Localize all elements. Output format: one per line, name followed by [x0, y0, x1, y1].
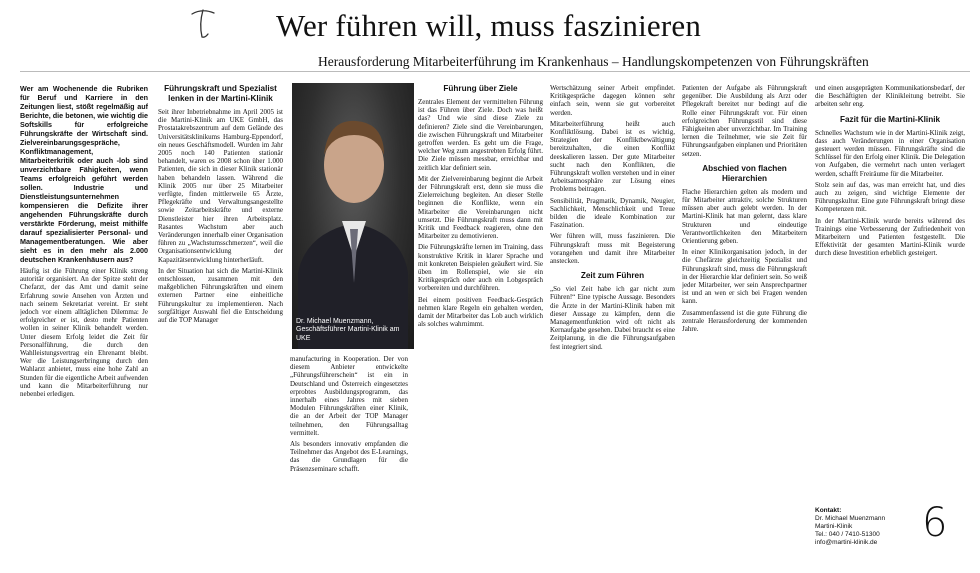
- column-zeit-zum-fuehren: [550, 84, 675, 569]
- paragraph: Schnelles Wachstum wie in der Martini-Klinik zeigt, dass auch Veränderungen in einer Organisation gesteuert werden müssen. Führungskräfte sind die Schlüssel für den Erfolg einer Klinik. Die Delegation von Aufgaben, die vermehrt nach unten verlagert werden, schafft Freiräume für die Mitarbeiter.: [815, 128, 965, 178]
- handwritten-mark-icon: [188, 4, 218, 40]
- paragraph: In der Martini-Klinik wurde bereits während des Trainings eine Verbesserung der Zufriedenheit von Mitarbeitern und Patienten festgestellt. Die Effektivität der gesamten Martini-Klinik wurde durch diese Investition erheblich gesteigert.: [815, 216, 965, 258]
- header-divider: [20, 71, 970, 72]
- column-martini-klinik: [158, 84, 283, 569]
- contact-label: Kontakt:: [815, 507, 842, 514]
- paragraph: Stolz sein auf das, was man erreicht hat, und dies auch zu zeigen, sind wichtige Elemente der Führungskultur. Eine gute Führungskraft bringt diese Kompetenzen mit.: [815, 180, 965, 214]
- column-hierarchien: [682, 84, 807, 569]
- section-heading: Führung über Ziele: [443, 84, 518, 93]
- contact-phone: Tel.: 040 / 7410-51300: [815, 531, 880, 538]
- photo-caption: Dr. Michael Muenzmann, Geschäftsführer Martini-Klinik am UKE: [296, 317, 400, 342]
- paragraph: Häufig ist die Führung einer Klinik streng autoritär organisiert. An der Spitze steht der Chefarzt, der das Amt und damit seine Erfahrung sowie Ansehen von Ärzten und nach seinem Sekretariat vereint. Er steht jedoch vor einem alltäglichen Dilemma: Je erfolgreicher er ist, desto mehr Patienten wollen in seiner Klinik behandelt werden. Unter diesem Erfolg leidet die Zeit für Personalführung, die durch den Wahlleistungsvertrag ein Ehrenamt bleibt. Wer die Leistungserbringung durch den Wahlarzt anbietet, muss eine hohe Zahl an Stunden für die eigentliche Arbeit aufwenden und kann die Mitarbeiterführung nur nebenbei erledigen.: [20, 267, 148, 399]
- portrait-silhouette-icon: [292, 83, 414, 349]
- paragraph: Bei einem positiven Feedback-Gespräch nehmen klare Regeln ein gehalten werden, damit der Mitarbeiter das Lob auch wirklich als solches wahrnimmt.: [418, 295, 543, 329]
- contact-box: [815, 507, 911, 547]
- paragraph: Als besonders innovativ empfanden die Teilnehmer das Angebot des E-Learnings, das die Grundlagen für die Präsenzseminare schafft.: [290, 440, 408, 473]
- page-number: 6: [922, 500, 948, 546]
- column-fazit: [815, 84, 965, 499]
- paragraph: Patienten der Aufgabe als Führungskraft gegenüber. Die Ausbildung als Arzt oder Pflegekraft bereitet nur bedingt auf die Rolle einer Führungskraft vor. Für einen erfolgreichen Führungsstil sind diese Fähigkeiten aber unverzichtbar. Im Training lernen die Teilnehmer, wie sie Zeit für Führungsaufgaben einplanen und Prioritäten setzen.: [682, 84, 807, 158]
- contact-email: info@martini-klinik.de: [815, 539, 878, 546]
- paragraph: In einer Klinikorganisation jedoch, in der die Chefärzte gleichzeitig Spezialist und Führungskraft sind, muss die Führungskraft in der Hierarchie klar definiert sein. So weiß jeder Mitarbeiter, wer sein Ansprechpartner ist und an wen er sich bei Fragen wenden kann.: [682, 248, 807, 306]
- portrait-photo: [292, 83, 414, 349]
- paragraph: manufacturing in Kooperation. Der von diesem Anbieter entwickelte „Führungsführerschein“ ist ein in Deutschland und Österreich eingesetztes erprobtes Ausbildungsprogramm, das innerhalb eines Jahres mit sieben Modulen Führungskräften einer Klinik, die an der Arbeit der TOP Manager teilnehmen, den Führungsalltag vermittelt.: [290, 355, 408, 437]
- paragraph: und einen ausgeprägten Kommunikationsbedarf, der die Beschäftigten der Klinikleitung betreibt. Sie arbeiten sehr eng.: [815, 84, 965, 109]
- section-heading: Fazit für die Martini-Klinik: [839, 114, 941, 124]
- contact-org: Martini-Klinik: [815, 523, 853, 530]
- section-heading: Führungskraft und Spezialist lenken in der Martini-Klinik: [164, 84, 277, 103]
- paragraph: Seit ihrer Inbetriebnahme im April 2005 ist die Martini-Klinik am UKE GmbH, das Prostatakrebszentrum auf dem Gelände des Universitätsklinikums Hamburg-Eppendorf, ein neues Geschäftsmodell. Wurden im Jahr 2005 noch 140 Patienten stationär behandelt, waren es 2008 schon über 1.000 Patienten, die sich in dieser Klinik stationär haben behandeln lassen. Während die Klinik 2005 nur über 25 Mitarbeiter verfügte, finden mittlerweile 65 Ärzte, Pflegekräfte und Verwaltungsangestellte sowie Zeitarbeitskräfte und externe Dienstleister hier ihren Arbeitsplatz. Rasantes Wachstum aber auch Veränderungen innerhalb einer Organisation führen zu „Wachstumsschmerzen“, weil die Organisationsentwicklung der Kapazitätsentwicklung hinterherläuft.: [158, 108, 283, 264]
- paragraph: „So viel Zeit habe ich gar nicht zum Führen!“ Eine typische Aussage. Besonders die Ärzte in der Martini-Klinik haben mit dieser Aussage zu kämpfen, denn die Managementfunktion wird oft nicht als Kernaufgabe gesehen. Dabei braucht es eine Zeitplanung, in die die Führungsaufgaben fest integriert sind.: [550, 285, 675, 351]
- section-heading: Zeit zum Führen: [580, 271, 645, 281]
- paragraph: In der Situation hat sich die Martini-Klinik entschlossen, zusammen mit den maßgeblichen Führungskräften und einem externen Partner eine einheitliche Führungskultur zu implementieren. Nach sorgfältiger Auswahl fiel die Entscheidung auf die TOP Manager: [158, 266, 283, 325]
- headline: Wer führen will, muss faszinieren: [276, 8, 702, 43]
- contact-name: Dr. Michael Muenzmann: [815, 515, 886, 522]
- paragraph: Sensibilität, Pragmatik, Dynamik, Neugier, Sachlichkeit, Menschlichkeit und Treue bilden die ideale Kombination zur Faszination.: [550, 196, 675, 230]
- paragraph: Wer führen will, muss faszinieren. Die Führungskraft muss mit Begeisterung vorangehen und damit ihre Mitarbeiter anstecken.: [550, 232, 675, 266]
- paragraph: Zentrales Element der vermittelten Führung ist das Führen über Ziele. Doch was heißt das? Und wie sind diese Ziele zu definieren? Ziele sind die Vereinbarungen, die zwischen Führungskraft und Mitarbeiter getroffen werden. Es geht um die Frage, welcher Weg zum angestrebten Erfolg führt. Die Ziele müssen messbar, erreichbar und zeitlich klar definiert sein.: [418, 98, 543, 172]
- column-fuehrung-ueber-ziele: [418, 84, 543, 569]
- paragraph: Die Führungskräfte lernen im Training, dass konstruktive Kritik in klarer Sprache und mit konkreten Beispielen geäußert wird. Sie üben im Rollenspiel, wie sie ein Kritikgespräch oder auch ein Lobgespräch vorbereiten und durchführen.: [418, 243, 543, 293]
- paragraph: Mit der Zielvereinbarung beginnt die Arbeit der Führungskraft erst, denn sie muss die Zielerreichung begleiten. An dieser Stelle beginnen die Konflikte, wenn ein Mitarbeiter die Vereinbarungen nicht umsetzt. Die Führungskraft muss dann mit Kritik und Feedback reagieren, ohne den Mitarbeiter zu demotivieren.: [418, 174, 543, 241]
- paragraph: Wertschätzung seiner Arbeit empfindet. Kritikgespräche dagegen können sehr einfach sein, wenn sie gut vorbereitet werden.: [550, 84, 675, 117]
- column-intro: [20, 84, 148, 569]
- paragraph: Zusammenfassend ist die gute Führung die zentrale Herausforderung der kommenden Jahre.: [682, 308, 807, 334]
- paragraph: Flache Hierarchien gelten als modern und für Mitarbeiter attraktiv, solche Strukturen müssen aber auch gelebt werden. In der Martini-Klinik hat man gelernt, dass klare Strukturen und eindeutige Verantwortlichkeiten den Mitarbeitern Orientierung geben.: [682, 187, 807, 246]
- paragraph: Mitarbeiterführung heißt auch Konfliktlösung. Dabei ist es wichtig, Strategien der Konfliktbewältigung bereitzuhalten, die einen Konflikt deeskalieren lassen. Der gute Mitarbeiter sucht nach den Konflikten, die Führungskraft wollen verstehen und in einer Arbeitsatmosphäre zur Lösung eines Problems beitragen.: [550, 119, 675, 194]
- intro-lead: Wer am Wochenende die Rubriken für Beruf und Karriere in den Zeitungen liest, stößt regelmäßig auf Berichte, die betonen, wie wichtig die Softskills für erfolgreiche Führungskräfte der Wirtschaft sind. Zielvereinbarungsgespräche, Konfliktmanagement, Mitarbeiterkritik oder auch -lob sind unverzichtbare Fähigkeiten, wenn Teams erfolgreich geführt werden sollen. Industrie und Dienstleistungsunternehmen kompensieren die Defizite ihrer angehenden Führungskräfte durch verstärkte Förderung, meist mithilfe darauf spezialisierter Personal- und Managementberatungen. Wie aber sieht es in den mehr als 2.000 deutschen Krankenhäusern aus?: [20, 84, 148, 264]
- subheadline: Herausforderung Mitarbeiterführung im Krankenhaus – Handlungskompetenzen von Führungskräften: [318, 54, 869, 69]
- section-heading: Abschied von flachen Hierarchien: [702, 163, 787, 183]
- column-photo-below: [290, 355, 408, 569]
